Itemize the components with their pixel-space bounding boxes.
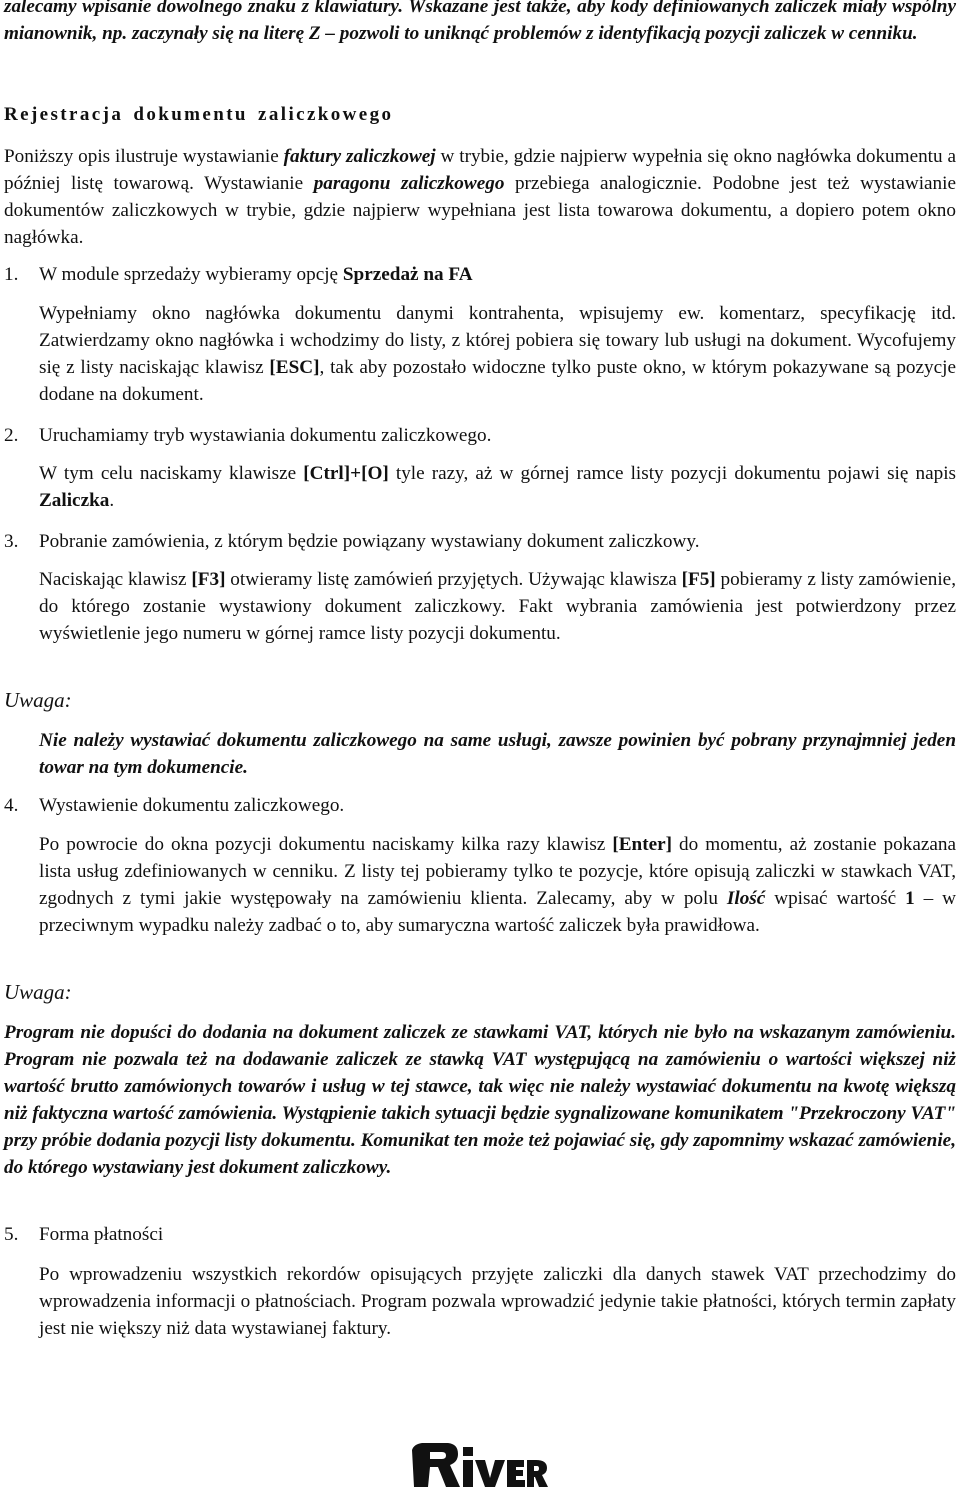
mode-label: Zaliczka [39, 490, 110, 511]
step-5-title: Forma płatności [39, 1224, 164, 1245]
step-1-number: 1. [4, 264, 19, 285]
step-4-title: Wystawienie dokumentu zaliczkowego. [39, 795, 345, 816]
step-3-title: Pobranie zamówienia, z którym będzie powiązany wystawiany dokument zaliczkowy. [39, 531, 700, 552]
note-1-label: Uwaga: [4, 688, 72, 712]
step-1-body: Wypełniamy okno nagłówka dokumentu danymi kontrahenta, wpisujemy ew. komentarz, specyfikację itd. Zatwierdzamy okno nagłówka i wchodzimy do listy, z której pobiera się towary lub usługi na dokument. Wycofujemy się z listy naciskając klawisz [ESC], tak aby pozostało widoczne tylko puste okno, w którym pokazywane są pozycje dodane na dokument. [39, 303, 956, 405]
receipt-type-term: paragonu zaliczkowego [313, 173, 505, 194]
step-3-body: Naciskając klawisz [F3] otwieramy listę zamówień przyjętych. Używając klawisza [F5] pobieramy z listy zamówienie, do którego zostanie wystawiony dokument zaliczkowy. Fakt wybrania zamówienia jest potwierdzony przez wyświetlenie jego numeru w górnej ramce listy pozycji dokumentu. [39, 569, 956, 644]
step-2-number: 2. [4, 425, 19, 446]
logo-letter-v [475, 1460, 505, 1487]
section-heading: Rejestracja dokumentu zaliczkowego [4, 104, 394, 125]
logo-letter-r [412, 1443, 460, 1487]
key-f3: [F3] [191, 569, 226, 590]
step-3-number: 3. [4, 531, 19, 552]
step-2-title: Uruchamiamy tryb wystawiania dokumentu zaliczkowego. [39, 425, 492, 446]
river-logo-mark [408, 1440, 548, 1487]
step-1-title: W module sprzedaży wybieramy opcję Sprzedaż na FA [39, 264, 473, 285]
key-f5: [F5] [681, 569, 716, 590]
menu-option-name: Sprzedaż na FA [342, 264, 473, 285]
intro-paragraph: zalecamy wpisanie dowolnego znaku z klawiatury. Wskazane jest także, aby kody definiowanych zaliczek miały wspólny mianownik, np. zaczynały się na literę Z – pozwoli to uniknąć problemów z identyfikacją pozycji zaliczek w cenniku. [4, 0, 956, 44]
key-esc: [ESC] [269, 357, 320, 378]
note-2-label: Uwaga: [4, 980, 72, 1004]
step-2-body: W tym celu naciskamy klawisze [Ctrl]+[O] tyle razy, aż w górnej ramce listy pozycji dokumentu pojawi się napis Zaliczka. [39, 463, 956, 511]
logo-letter-e [507, 1460, 525, 1487]
key-ctrl-o: [Ctrl]+[O] [303, 463, 389, 484]
river-logo [408, 1440, 548, 1487]
step-4-number: 4. [4, 795, 19, 816]
description-paragraph: Poniższy opis ilustruje wystawianie faktury zaliczkowej w trybie, gdzie najpierw wypełnia się okno nagłówka dokumentu a później listę towarową. Wystawianie paragonu zaliczkowego przebiega analogicznie. Podobne jest też wystawianie dokumentów zaliczkowych w trybie, gdzie najpierw wypełniana jest lista towarowa dokumentu, a dopiero potem okno nagłówka. [4, 146, 957, 248]
step-5-body: Po wprowadzeniu wszystkich rekordów opisujących przyjęte zaliczki dla danych stawek VAT przechodzimy do wprowadzenia informacji o płatnościach. Program pozwala wprowadzić jedynie takie płatności, których termin zapłaty jest nie większy niż data wystawianej faktury. [39, 1264, 956, 1339]
step-5-number: 5. [4, 1224, 19, 1245]
quantity-value: 1 [905, 888, 915, 909]
key-enter: [Enter] [612, 834, 673, 855]
invoice-type-term: faktury zaliczkowej [283, 146, 436, 167]
logo-letter-r2 [527, 1460, 548, 1487]
note-2-text: Program nie dopuści do dodania na dokument zaliczek ze stawkami VAT, których nie było na wskazanym zamówieniu. Program nie pozwala też na dodawanie zaliczek ze stawką VAT występującą na zamówieniu o wartości większej niż wartość brutto zamówionych towarów i usług w tej stawce, tak więc nie należy wystawiać dokumentu na kwotę większą niż faktyczna wartość zamówienia. Wystąpienie takich sytuacji będzie sygnalizowane komunikatem "Przekroczony VAT" przy próbie dodania pozycji listy dokumentu. Komunikat ten może też pojawiać się, gdy zapomnimy wskazać zamówienie, do którego wystawiany jest dokument zaliczkowy. [4, 1022, 956, 1178]
field-name-quantity: Ilość [726, 888, 766, 909]
logo-letter-i-dot [463, 1447, 473, 1456]
note-1-text: Nie należy wystawiać dokumentu zaliczkowego na same usługi, zawsze powinien być pobrany przynajmniej jeden towar na tym dokumencie. [39, 730, 956, 778]
logo-letter-i [463, 1460, 473, 1487]
step-4-body: Po powrocie do okna pozycji dokumentu naciskamy kilka razy klawisz [Enter] do momentu, aż zostanie pokazana lista usług zdefiniowanych w cenniku. Z listy tej pobieramy tylko te pozycje, które opisują zaliczki w stawkach VAT, zgodnych z tymi jakie występowały na zamówieniu klienta. Zalecamy, aby w polu Ilość wpisać wartość 1 – w przeciwnym wypadku należy zadbać o to, aby sumaryczna wartość zaliczek była prawidłowa. [39, 834, 956, 936]
